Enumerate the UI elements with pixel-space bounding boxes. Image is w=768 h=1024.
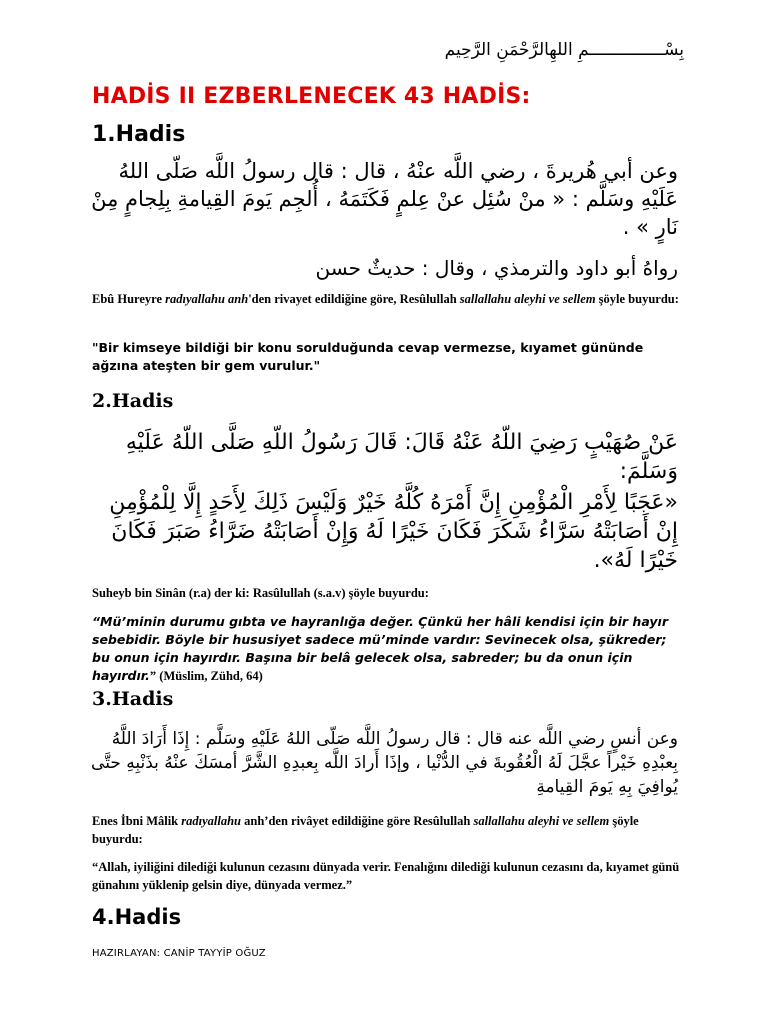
hadis-3-heading: 3.Hadis	[92, 688, 174, 710]
narrator-honorific: radıyallahu	[181, 814, 242, 828]
basmala: بِسْـــــــــــــــمِ اللهِالرَّحْمَنِ الرَّحِيم	[444, 40, 684, 60]
hadis-1-translation: "Bir kimseye bildiği bir konu sorulduğunda cevap vermezse, kıyamet gününde ağzına ateşten bir gem vurulur."	[92, 340, 644, 373]
hadis-1-narrator	[92, 290, 682, 308]
hadis-1-heading: 1.Hadis	[92, 122, 186, 147]
hadis-2-source: ” (Müslim, Zühd, 64)	[149, 669, 263, 683]
hadis-3-translation: “Allah, iyiliğini dilediği kulunun cezasını dünyada verir. Fenalığını dilediği kulunun cezasını da, kıyamet günü günahını yüklenip gelsin diye, dünyada vermez.”	[92, 860, 680, 892]
narrator-text: Ebû Hureyre	[92, 292, 166, 306]
hadis-2-translation	[92, 613, 682, 685]
hadis-1-arabic-source: رواهُ أبو داود والترمذي ، وقال : حديثٌ حسن	[315, 256, 678, 280]
footer-author: HAZIRLAYAN: CANİP TAYYİP OĞUZ	[92, 948, 266, 959]
translation-text: “Mü’minin durumu gıbta ve hayranlığa değer. Çünkü her hâli kendisi için bir hayır sebebidir. Böyle bir hususiyet sadece mü’minde vardır: Sevinecek olsa, şükreder; bu onun için hayırdır. Başına bir belâ gelecek olsa, sabreder; bu da onun için hayırdır.	[92, 614, 668, 683]
narrator-text: anh’den rivâyet edildiğine göre Resûlullah	[241, 814, 474, 828]
hadis-3-narrator	[92, 812, 682, 848]
narrator-text: Enes İbni Mâlik	[92, 814, 182, 828]
hadis-4-heading: 4.Hadis	[92, 905, 182, 929]
narrator-honorific: sallallahu aleyhi ve sellem	[473, 814, 610, 828]
document-title: HADİS II EZBERLENECEK 43 HADİS:	[92, 84, 531, 109]
narrator-text: şöyle buyurdu:	[595, 292, 679, 306]
narrator-text: 'den rivayet edildiğine göre, Resûlullah	[248, 292, 460, 306]
hadis-2-arabic-text: «عَجَبًا لِأَمْرِ الْمُؤْمِنِ إِنَّ أَمْرَهُ كُلَّهُ خَيْرٌ وَلَيْسَ ذَلِكَ لِأَحَدٍ إِلَّا لِلْمُؤْمِنِ إِنْ أَصَابَتْهُ سَرَّاءُ شَكَرَ فَكَانَ خَيْرًا لَهُ وَإِنْ أَصَابَتْهُ ضَرَّاءُ صَبَرَ فَكَانَ خَيْرًا لَهُ».	[109, 490, 678, 573]
hadis-3-arabic-text: وعن أنسٍ رضي اللَّه عنه قال : قال رسولُ اللَّه صَلّى اللهُ عَلَيْهِ وسَلَّم : إِذَا أَرَادَ اللَّهُ بِعبْدِهِ خَيْراً عجَّلَ لَهُ الْعُقُوبةَ في الدُّنْيا ، وإذَا أَرادَ اللَّه بِعبدِهِ الشَّرَّ أمسَكَ عنْهُ بذَنْبِهِ حتَّى يُوافِيَ بِهِ يَومَ القِيامةِ	[91, 729, 678, 797]
narrator-honorific: sallallahu aleyhi ve sellem	[459, 292, 596, 306]
hadis-2-heading: 2.Hadis	[92, 390, 174, 412]
narrator-honorific: radıyallahu anh	[165, 292, 249, 306]
narrator-text: şöyle buyurdu:	[92, 814, 639, 846]
hadis-1-arabic-text: وعن أبي هُريرةَ ، رضي اللَّه عنْهُ ، قال : قال رسولُ اللَّه صَلّى اللهُ عَلَيْهِ وسَلَّم : « منْ سُئِل عنْ عِلمٍ فَكَتَمَهُ ، أُلجِم يَومَ القِيامةِ بِلِجامٍ مِنْ نَارٍ » .	[91, 159, 678, 239]
hadis-2-narrator: Suheyb bin Sinân (r.a) der ki: Rasûlullah (s.a.v) şöyle buyurdu:	[92, 586, 429, 600]
hadis-2-arabic-intro: عَنْ صُهَيْبٍ رَضِيَ اللّهُ عَنْهُ قَالَ: قَالَ رَسُولُ اللّهِ صَلَّى اللّهُ عَلَيْهِ وَسَلَّمَ:	[125, 430, 678, 484]
